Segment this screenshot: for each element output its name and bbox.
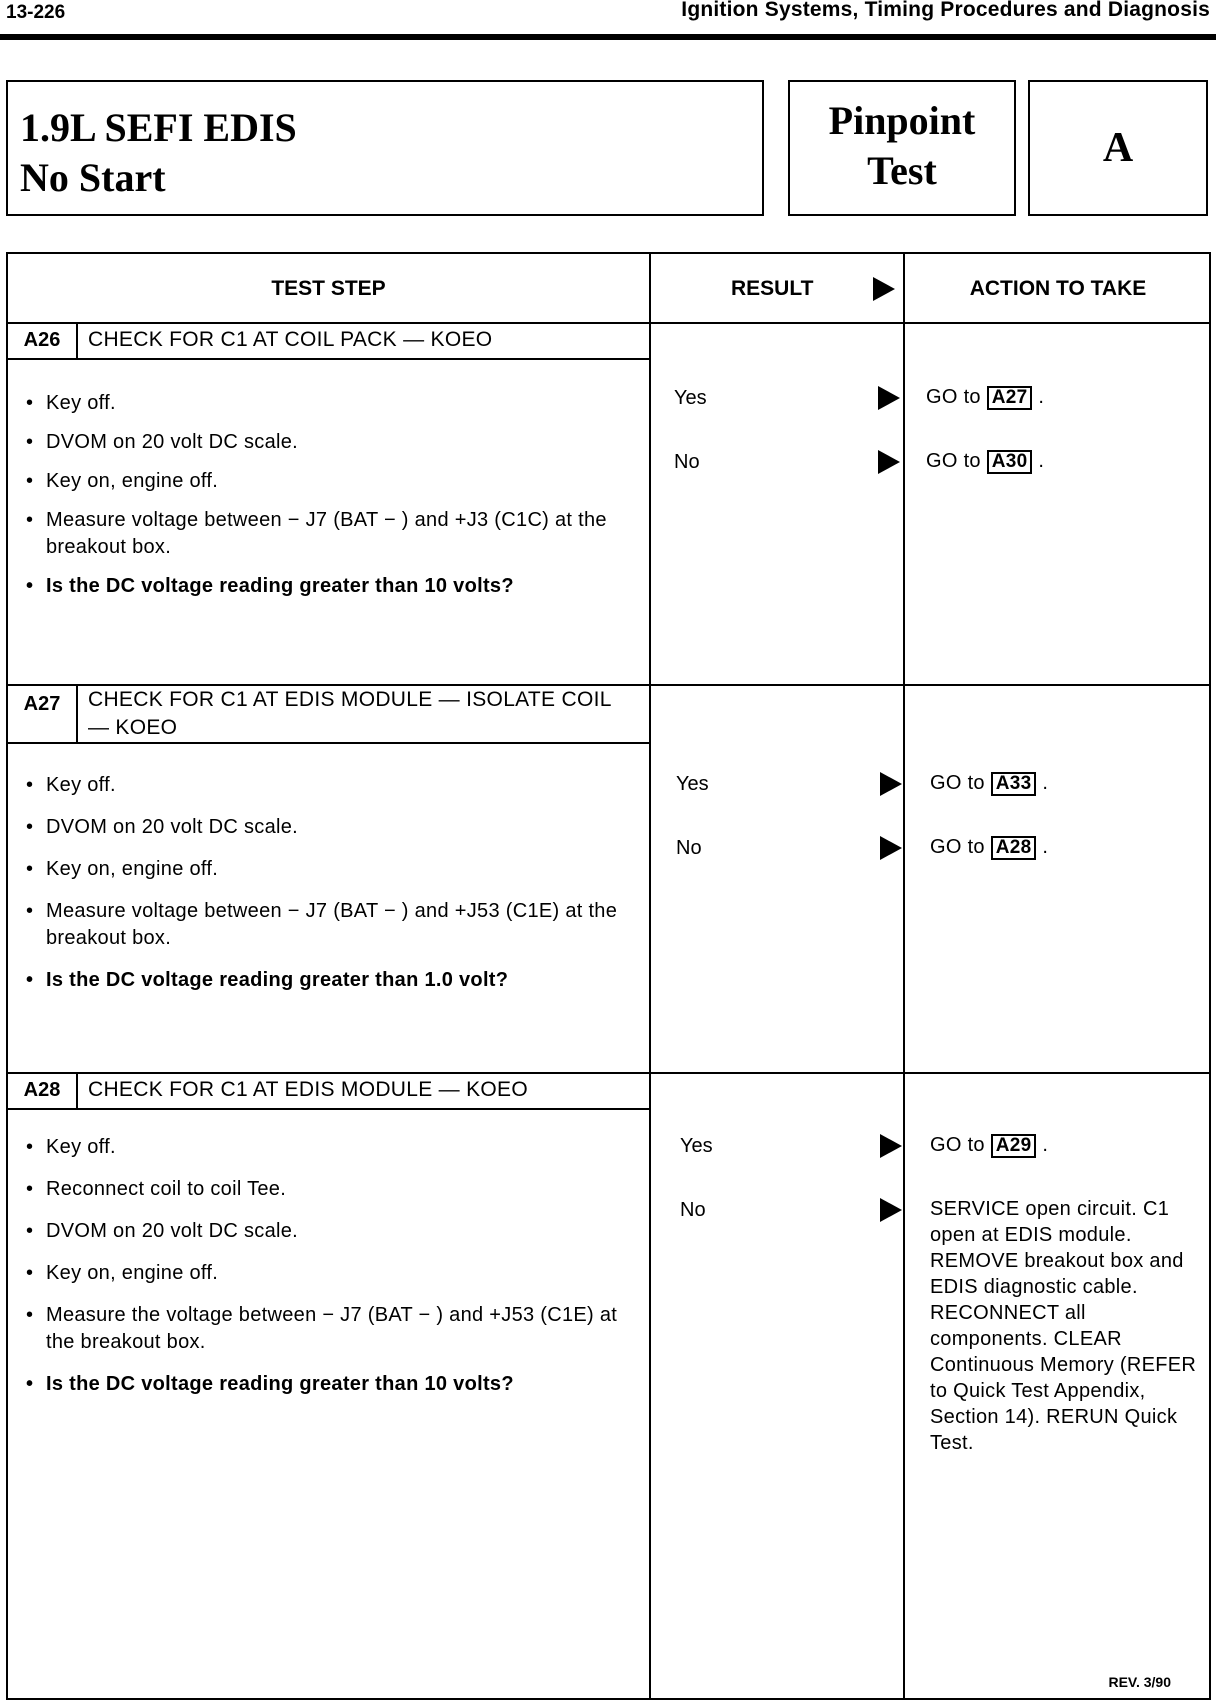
action-text: GO to bbox=[930, 1134, 985, 1156]
arrow-icon bbox=[880, 1198, 902, 1222]
test-title-line1: 1.9L SEFI EDIS bbox=[20, 105, 297, 150]
step-id: A28 bbox=[8, 1072, 78, 1108]
instruction: • Key off. bbox=[24, 1134, 624, 1161]
action-text: GO to bbox=[926, 386, 981, 408]
action-goto bbox=[930, 770, 1048, 796]
test-title-box bbox=[6, 80, 764, 216]
step-title: CHECK FOR C1 AT COIL PACK — KOEO bbox=[88, 328, 493, 351]
action-goto bbox=[926, 384, 1044, 410]
column-header-test-step: TEST STEP bbox=[271, 277, 386, 300]
column-header-action: ACTION TO TAKE bbox=[969, 277, 1147, 300]
arrow-icon bbox=[880, 772, 902, 796]
action-goto bbox=[930, 834, 1048, 860]
result-yes: Yes bbox=[676, 773, 709, 795]
step-id: A27 bbox=[8, 684, 78, 742]
arrow-icon bbox=[878, 386, 900, 410]
step-ref-link[interactable]: A30 bbox=[987, 450, 1033, 474]
step-question: • Is the DC voltage reading greater than 10 volts? bbox=[24, 1371, 624, 1398]
step-title: CHECK FOR C1 AT EDIS MODULE — KOEO bbox=[88, 1078, 529, 1101]
action-text: GO to bbox=[930, 772, 985, 794]
page-number: 13-226 bbox=[6, 2, 66, 23]
instruction: • DVOM on 20 volt DC scale. bbox=[24, 1218, 624, 1245]
step-header bbox=[8, 1072, 649, 1110]
pinpoint-table bbox=[6, 252, 1211, 1700]
instruction: • Key off. bbox=[24, 390, 634, 417]
action-suffix: . bbox=[1042, 772, 1049, 794]
column-header-result bbox=[651, 254, 903, 324]
result-header-label: RESULT bbox=[731, 277, 814, 300]
instruction: • DVOM on 20 volt DC scale. bbox=[24, 429, 634, 456]
section-title: Ignition Systems, Timing Procedures and Diagnosis bbox=[681, 0, 1210, 21]
step-title: CHECK FOR C1 AT EDIS MODULE — ISOLATE COIL — KOEO bbox=[88, 688, 611, 739]
instruction: • Key off. bbox=[24, 772, 634, 799]
instruction: • Measure voltage between − J7 (BAT − ) and +J53 (C1E) at the breakout box. bbox=[24, 898, 634, 952]
column-divider bbox=[903, 254, 905, 1698]
action-suffix: . bbox=[1042, 1134, 1049, 1156]
step-instructions bbox=[24, 390, 634, 600]
action-service-text: SERVICE open circuit. C1 open at EDIS module. REMOVE breakout box and EDIS diagnostic cable. RECONNECT all components. CLEAR Continuous Memory (REFER to Quick Test Appendix, Section 14). RERUN Quick Test. bbox=[930, 1198, 1197, 1454]
pinpoint-test-box bbox=[788, 80, 1016, 216]
result-no: No bbox=[674, 451, 700, 473]
step-ref-link[interactable]: A27 bbox=[987, 386, 1033, 410]
column-divider bbox=[649, 254, 651, 1698]
test-title-line2: No Start bbox=[20, 155, 166, 200]
pinpoint-line2: Test bbox=[867, 148, 937, 193]
instruction: • Measure the voltage between − J7 (BAT − ) and +J53 (C1E) at the breakout box. bbox=[24, 1302, 624, 1356]
step-ref-link[interactable]: A29 bbox=[991, 1134, 1037, 1158]
action-text: GO to bbox=[926, 450, 981, 472]
step-instructions bbox=[24, 1134, 624, 1398]
test-letter-box: A bbox=[1028, 80, 1208, 216]
step-header bbox=[8, 322, 649, 360]
instruction: • Measure voltage between − J7 (BAT − ) and +J3 (C1C) at the breakout box. bbox=[24, 507, 634, 561]
result-no: No bbox=[680, 1199, 706, 1221]
step-question: • Is the DC voltage reading greater than 1.0 volt? bbox=[24, 967, 634, 994]
arrow-icon bbox=[880, 836, 902, 860]
instruction: • DVOM on 20 volt DC scale. bbox=[24, 814, 634, 841]
instruction: • Key on, engine off. bbox=[24, 856, 634, 883]
action-text: GO to bbox=[930, 836, 985, 858]
action-suffix: . bbox=[1038, 450, 1045, 472]
instruction: • Reconnect coil to coil Tee. bbox=[24, 1176, 624, 1203]
result-yes: Yes bbox=[680, 1135, 713, 1157]
action-suffix: . bbox=[1042, 836, 1049, 858]
step-ref-link[interactable]: A28 bbox=[991, 836, 1037, 860]
instruction: • Key on, engine off. bbox=[24, 1260, 624, 1287]
result-yes: Yes bbox=[674, 387, 707, 409]
header-rule bbox=[0, 34, 1216, 40]
step-question: • Is the DC voltage reading greater than 10 volts? bbox=[24, 573, 634, 600]
step-instructions bbox=[24, 772, 634, 994]
action-goto bbox=[926, 448, 1044, 474]
arrow-icon bbox=[873, 277, 895, 301]
result-no: No bbox=[676, 837, 702, 859]
step-header bbox=[8, 684, 649, 744]
step-id: A26 bbox=[8, 322, 78, 358]
action-suffix: . bbox=[1038, 386, 1045, 408]
step-ref-link[interactable]: A33 bbox=[991, 772, 1037, 796]
arrow-icon bbox=[878, 450, 900, 474]
action-goto bbox=[930, 1132, 1048, 1158]
arrow-icon bbox=[880, 1134, 902, 1158]
revision-note: REV. 3/90 bbox=[1108, 1674, 1171, 1690]
instruction: • Key on, engine off. bbox=[24, 468, 634, 495]
pinpoint-line1: Pinpoint bbox=[828, 98, 976, 143]
